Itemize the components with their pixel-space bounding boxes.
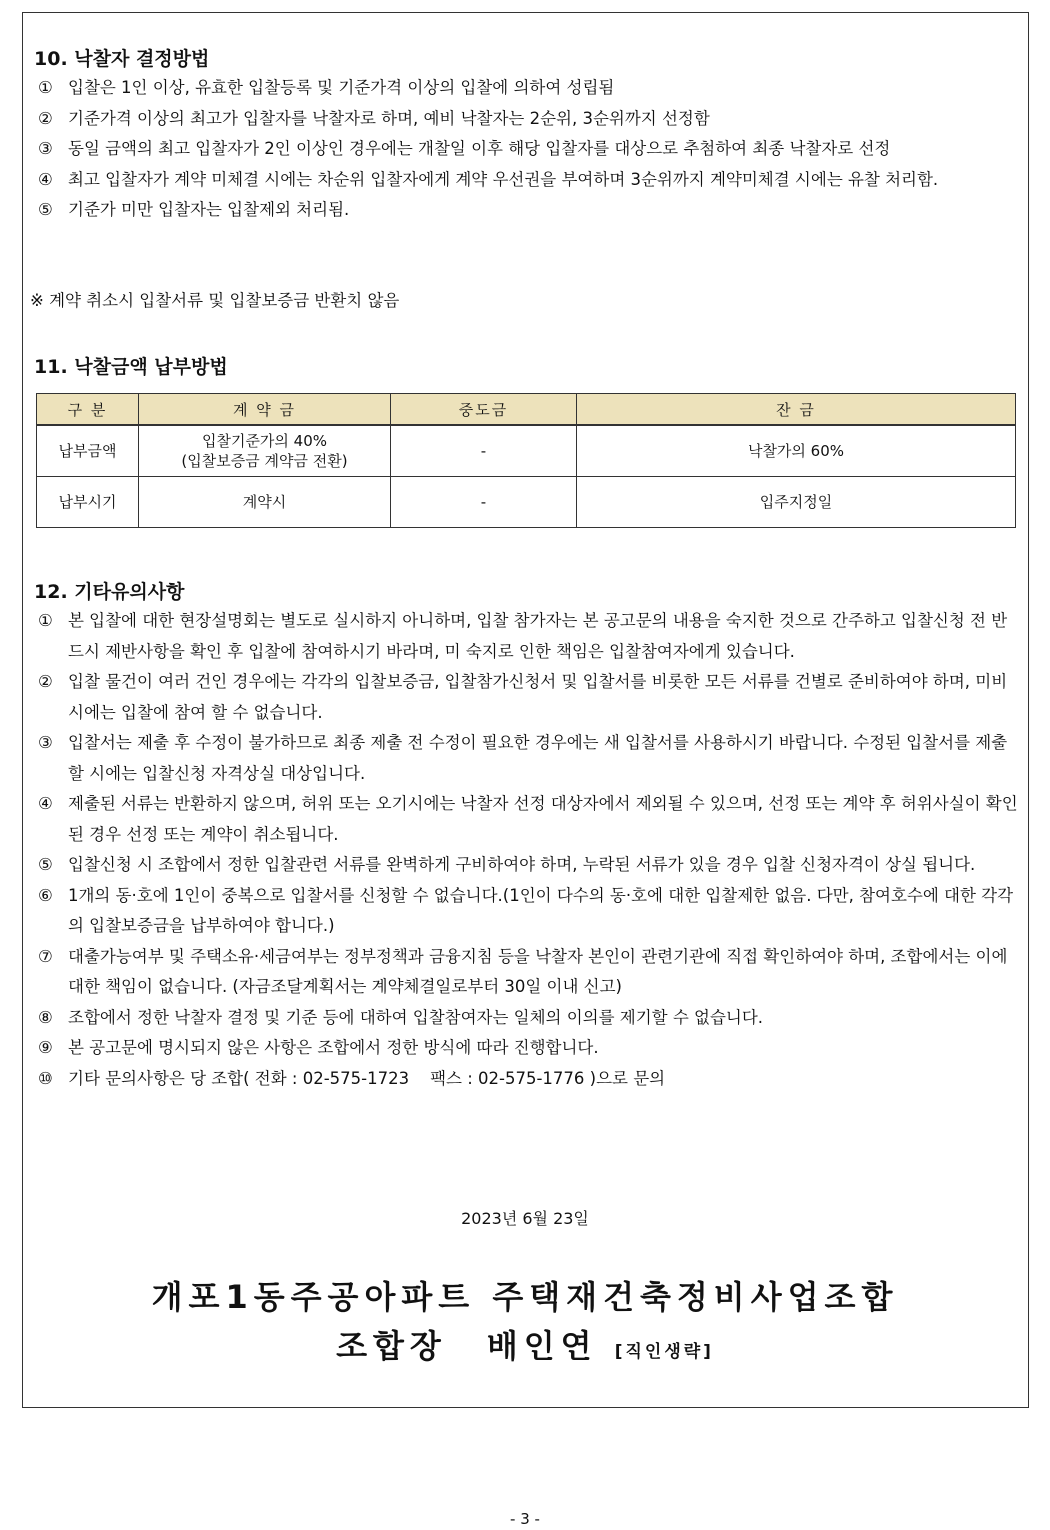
list-item: ① 본 입찰에 대한 현장설명회는 별도로 실시하지 아니하며, 입찰 참가자는 본 공고문의 내용을 숙지한 것으로 간주하고 입찰신청 전 반드시 제반사항을 확인 후 입찰에 참여하시기 바라며, 미 숙지로 인한 책임은 입찰참여자에게 있습니다. (38, 611, 1008, 661)
list-item: ⑩ 기타 문의사항은 당 조합( 전화 : 02-575-1723 팩스 : 02-575-1776 )으로 문의 (38, 1068, 666, 1088)
list-item: ④ 제출된 서류는 반환하지 않으며, 허위 또는 오기시에는 낙찰자 선정 대상자에서 제외될 수 있으며, 선정 또는 계약 후 허위사실이 확인된 경우 선정 또는 계약이 취소됩니다. (38, 794, 1018, 844)
list-item: ⑥ 1개의 동·호에 1인이 중복으로 입찰서를 신청할 수 없습니다.(1인이 다수의 동·호에 대한 입찰제한 없음. 다만, 참여호수에 대한 각각의 입찰보증금을 납부하여야 합니다.) (38, 885, 1014, 935)
payment-table (36, 393, 1016, 528)
header-balance: 잔 금 (577, 394, 1016, 426)
list-item: ⑤ 입찰신청 시 조합에서 정한 입찰관련 서류를 완벽하게 구비하여야 하며, 누락된 서류가 있을 경우 입찰 신청자격이 상실 됩니다. (38, 855, 976, 874)
table-row (37, 477, 1016, 528)
row-label: 납부시기 (37, 477, 139, 528)
table-header-row (37, 394, 1016, 426)
chief-name: 배인연 (486, 1327, 598, 1365)
section-11-title: 11. 낙찰금액 납부방법 (34, 356, 228, 378)
list-item: ③ 동일 금액의 최고 입찰자가 2인 이상인 경우에는 개찰일 이후 해당 입찰자를 대상으로 추첨하여 최종 낙찰자로 선정 (38, 139, 891, 158)
middle-cell: - (391, 477, 577, 528)
row-label: 납부금액 (37, 425, 139, 477)
middle-cell: - (391, 425, 577, 477)
list-item: ⑦ 대출가능여부 및 주택소유·세금여부는 정부정책과 금융지침 등을 낙찰자 본인이 관련기관에 직접 확인하여야 하며, 조합에서는 이에 대한 책임이 없습니다. (자금조달계획서는 계약체결일로부터 30일 이내 신고) (38, 946, 1008, 996)
section-12-list (38, 606, 1023, 1094)
association-name: 개포1동주공아파트 주택재건축정비사업조합 (151, 1278, 899, 1316)
section-12-title: 12. 기타유의사항 (34, 581, 185, 603)
header-category: 구 분 (37, 394, 139, 426)
balance-cell: 낙찰가의 60% (577, 425, 1016, 477)
table-row (37, 425, 1016, 477)
notice-date: 2023년 6월 23일 (461, 1209, 589, 1228)
header-middle: 중도금 (391, 394, 577, 426)
list-item: ② 입찰 물건이 여러 건인 경우에는 각각의 입찰보증금, 입찰참가신청서 및 입찰서를 비롯한 모든 서류를 건별로 준비하여야 하며, 미비시에는 입찰에 참여 할 수 없습니다. (38, 672, 1008, 722)
list-item: ③ 입찰서는 제출 후 수정이 불가하므로 최종 제출 전 수정이 필요한 경우에는 새 입찰서를 사용하시기 바랍니다. 수정된 입찰서를 제출할 시에는 입찰신청 자격상실 대상입니다. (38, 733, 1008, 783)
list-item: ④ 최고 입찰자가 계약 미체결 시에는 차순위 입찰자에게 계약 우선권을 부여하며 3순위까지 계약미체결 시에는 유찰 처리함. (38, 169, 939, 189)
list-item: ② 기준가격 이상의 최고가 입찰자를 낙찰자로 하며, 예비 낙찰자는 2순위, 3순위까지 선정함 (38, 108, 710, 128)
page-number: - 3 - (510, 1510, 540, 1528)
chief-signature-line (0, 1321, 1050, 1367)
seal-omitted-note: [직인생략] (614, 1342, 714, 1362)
contract-cell: 계약시 (139, 477, 391, 528)
list-item: ⑤ 기준가 미만 입찰자는 입찰제외 처리됨. (38, 200, 350, 219)
list-item: ⑧ 조합에서 정한 낙찰자 결정 및 기준 등에 대하여 입찰참여자는 일체의 이의를 제기할 수 없습니다. (38, 1007, 764, 1027)
section-10-list (38, 73, 1023, 226)
header-contract: 계 약 금 (139, 394, 391, 426)
chief-title: 조합장 (336, 1327, 447, 1365)
refund-note: ※ 계약 취소시 입찰서류 및 입찰보증금 반환치 않음 (30, 291, 400, 310)
list-item: ① 입찰은 1인 이상, 유효한 입찰등록 및 기준가격 이상의 입찰에 의하여 성립됨 (38, 78, 615, 97)
balance-cell: 입주지정일 (577, 477, 1016, 528)
section-10-title: 10. 낙찰자 결정방법 (34, 48, 210, 70)
contract-cell: 입찰기준가의 40% (입찰보증금 계약금 전환) (139, 425, 391, 477)
list-item: ⑨ 본 공고문에 명시되지 않은 사항은 조합에서 정한 방식에 따라 진행합니다. (38, 1038, 599, 1057)
